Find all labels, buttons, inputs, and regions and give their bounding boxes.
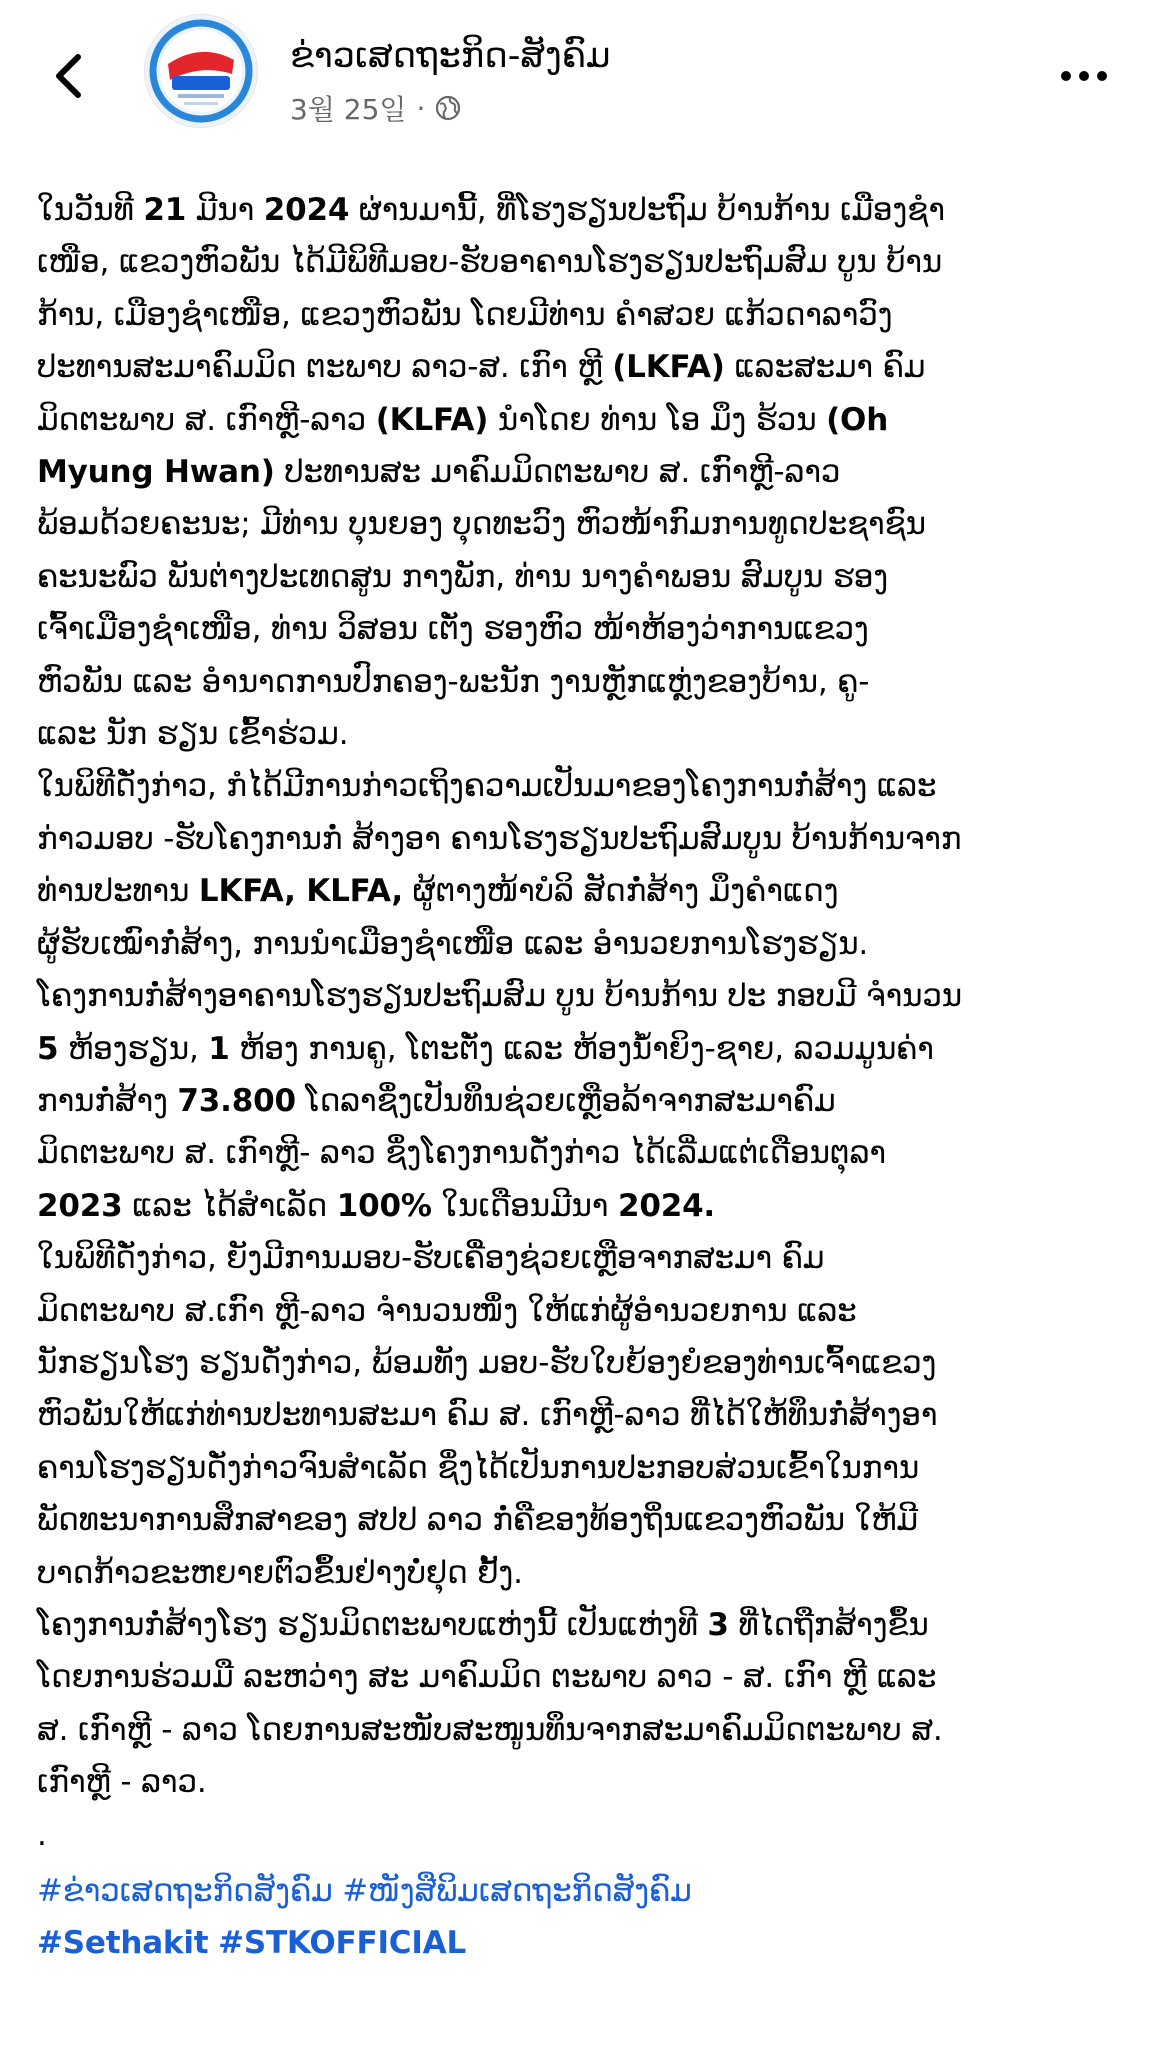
text-segment: ໂຄງການກໍ່ສ້າງອາຄານໂຮງຮຽນປະຖົມສົມ ບູນ ບ້ານກ້ານ ປະ ກອບມີ ຈຳນວນ <box>37 978 962 1015</box>
hashtag-line <box>37 1865 1137 1917</box>
post-text-line <box>37 446 1137 498</box>
bold-text: (LKFA) <box>612 349 725 386</box>
text-segment: ການກໍ່ສ້າງ <box>37 1082 178 1119</box>
post-text-line <box>37 1180 1137 1232</box>
post-text-line <box>37 813 1137 865</box>
bold-text: 21 <box>143 192 187 228</box>
text-segment: ແລະ ນັກ ຮຽນ ເຂົ້າຮ່ວມ. <box>37 716 349 753</box>
bold-text: 2024 <box>263 192 350 228</box>
bold-text: 5 <box>37 1030 59 1067</box>
text-segment: ພ້ອມດ້ວຍຄະນະ; ມີທ່ານ ບຸນຍອງ ບຸດທະວົງ ຫົວໜ້າກົມການທູດປະຊາຊົນ <box>37 506 926 543</box>
post-text-line <box>37 1547 1137 1599</box>
text-segment: ແລະ ໄດ້ສຳເລັດ <box>122 1187 337 1224</box>
post-text-line <box>37 918 1137 970</box>
post-date[interactable]: 3월 25일 <box>290 93 407 126</box>
post-text-line <box>37 394 1137 446</box>
post-text-line <box>37 1389 1137 1441</box>
back-button[interactable] <box>44 44 92 108</box>
bold-text: 2024. <box>617 1187 716 1224</box>
chevron-left-icon <box>53 53 83 99</box>
post-meta <box>290 88 461 128</box>
post-text-line <box>37 656 1137 708</box>
text-segment: ຄະນະພົວ ພັນຕ່າງປະເທດສູນ ກາງພັກ, ທ່ານ ນາງຄຳພອນ ສົມບູນ ຮອງ <box>37 558 889 595</box>
more-options-button[interactable] <box>1052 58 1116 94</box>
text-segment: ຄານໂຮງຮຽນດັ່ງກ່າວຈົນສຳເລັດ ຊຶ່ງໄດ້ເປັນການປະກອບສ່ວນເຂົ້າໃນການ <box>37 1449 920 1486</box>
bold-text: 1 <box>208 1030 230 1067</box>
text-segment: ນັກຮຽນໂຮງ ຮຽນດັ່ງກ່າວ, ພ້ອມທັງ ມອບ-ຮັບໃບຍ້ອງຍໍຂອງທ່ານເຈົ້າແຂວງ <box>37 1344 937 1381</box>
post-text-line <box>37 236 1137 288</box>
post-text-line <box>37 708 1137 760</box>
text-segment: ໃນພິທີດັ່ງກ່າວ, ກໍໄດ້ມີການກ່າວເຖິງຄວາມເປັນມາຂອງໂຄງການກໍ່ສ້າງ ແລະ <box>37 768 937 805</box>
post-text-line <box>37 1494 1137 1546</box>
post-text <box>37 184 1137 1861</box>
post-text-line <box>37 341 1137 393</box>
hashtag-link[interactable]: #ຂ່າວເສດຖະກິດສັງຄົມ <box>37 1873 333 1909</box>
page-logo <box>144 14 258 128</box>
bold-text: (KLFA) <box>375 401 489 438</box>
text-segment: ໃນເດືອນມີນາ <box>431 1187 618 1224</box>
post-text-line <box>37 551 1137 603</box>
post-text-line <box>37 1232 1137 1284</box>
text-segment: ໃນພິທີດັ່ງກ່າວ, ຍັງມີການມອບ-ຮັບເຄື່ອງຊ່ວຍເຫຼືອຈາກສະມາ ຄົມ <box>37 1240 825 1277</box>
hashtags <box>37 1865 1137 1970</box>
text-segment: ເກົາຫຼີ - ລາວ. <box>37 1764 207 1801</box>
post-text-line <box>37 1651 1137 1703</box>
text-segment: ມິດຕະພາບ ສ. ເກົາຫຼີ- ລາວ ຊຶ່ງໂຄງການດັ່ງກ່າວ ໄດ້ເລີ່ມແຕ່ເດືອນຕຸລາ <box>37 1135 886 1172</box>
bold-text: (Oh <box>826 401 889 438</box>
post-text-line <box>37 1809 1137 1861</box>
post-text-line <box>37 1442 1137 1494</box>
text-segment: ມິດຕະພາບ ສ. ເກົາຫຼີ-ລາວ <box>37 401 376 438</box>
text-segment: ຜູ້ຮັບເໝົາກໍ່ສ້າງ, ການນຳເມືອງຊຳເໜືອ ແລະ ອຳນວຍການໂຮງຮຽນ. <box>37 925 869 962</box>
text-segment: ເໜືອ, ແຂວງຫົວພັນ ໄດ້ມີພິທີມອບ-ຮັບອາຄານໂຮງຮຽນປະຖົມສົມ ບູນ ບ້ານ <box>37 244 943 281</box>
text-segment: ທີ່ໄດຖືກສ້າງຂຶ້ນ <box>728 1606 929 1643</box>
meta-separator: · <box>416 91 426 125</box>
bold-text: Myung Hwan) <box>37 454 275 491</box>
text-segment: ພັດທະນາການສຶກສາຂອງ ສປປ ລາວ ກໍ່ຄືຂອງທ້ອງຖິ່ນແຂວງຫົວພັນ ໃຫ້ມີ <box>37 1502 918 1539</box>
hashtag-link[interactable]: #STKOFFICIAL <box>218 1925 467 1962</box>
page-name[interactable]: ຂ່າວເສດຖະກິດ-ສັງຄົມ <box>290 36 611 76</box>
bold-text: LKFA, KLFA, <box>198 873 403 910</box>
text-segment: ມິດຕະພາບ ສ.ເກົາ ຫຼີ-ລາວ ຈຳນວນໜຶ່ງ ໃຫ້ແກ່ຜູ້ອຳນວຍການ ແລະ <box>37 1292 857 1329</box>
text-segment: ນຳໂດຍ ທ່ານ ໂອ ມຶງ ຮ້ວນ <box>488 401 827 438</box>
text-segment: ສ. ເກົາຫຼີ - ລາວ ໂດຍການສະໜັບສະໜູນທຶນຈາກສະມາຄົມມິດຕະພາບ ສ. <box>37 1711 943 1748</box>
text-segment: ກ່າວມອບ -ຮັບໂຄງການກໍ່ ສ້າງອາ ຄານໂຮງຮຽນປະຖົມສົມບູນ ບ້ານກ້ານຈາກ <box>37 820 962 857</box>
text-segment: ມີນາ <box>186 192 264 228</box>
hashtag-line <box>37 1917 1137 1969</box>
text-segment: ປະທານສະມາຄົມມິດ ຕະພາບ ລາວ-ສ. ເກົາ ຫຼີ <box>37 349 613 386</box>
bold-text: 2023 <box>37 1187 123 1224</box>
post-text-line <box>37 1023 1137 1075</box>
text-segment: ແລະສະມາ ຄົມ <box>724 349 926 386</box>
post-text-line <box>37 760 1137 812</box>
post-body <box>37 184 1137 1970</box>
text-segment: . <box>37 1816 47 1853</box>
text-segment: ເຈົ້າເມືອງຊຳເໜືອ, ທ່ານ ວິສອນ ເຕັ່ງ ຮອງຫົວ ໜ້າຫ້ອງວ່າການແຂວງ <box>37 611 869 648</box>
post-text-line <box>37 498 1137 550</box>
text-segment: ກ້ານ, ເມືອງຊຳເໜືອ, ແຂວງຫົວພັນ ໂດຍມີທ່ານ ຄຳສວຍ ແກ້ວດາລາວົງ <box>37 296 893 333</box>
text-segment: ໂດຍການຮ່ວມມື ລະຫວ່າງ ສະ ມາຄົມມິດ ຕະພາບ ລາວ - ສ. ເກົາ ຫຼີ ແລະ <box>37 1659 937 1696</box>
post-text-line <box>37 603 1137 655</box>
post-text-line <box>37 1337 1137 1389</box>
post-text-line <box>37 1599 1137 1651</box>
text-segment: ຜູ້ຕາງໜ້າບໍລິ ສັດກໍ່ສ້າງ ມຶງຄຳແດງ <box>403 873 839 910</box>
text-segment: ປະທານສະ ມາຄົມມິດຕະພາບ ສ. ເກົາຫຼີ-ລາວ <box>274 454 841 491</box>
post-text-line <box>37 1756 1137 1808</box>
post-text-line <box>37 1075 1137 1127</box>
post-text-line <box>37 184 1137 236</box>
text-segment: ທ່ານປະທານ <box>37 873 199 910</box>
text-segment: ຫ້ອງຮຽນ, <box>58 1030 209 1067</box>
hashtag-link[interactable]: #Sethakit <box>37 1925 209 1962</box>
post-text-line <box>37 1127 1137 1179</box>
text-segment: ໂຄງການກໍ່ສ້າງໂຮງ ຮຽນມິດຕະພາບແຫ່ງນີ້ ເປັນແຫ່ງທີ <box>37 1606 708 1643</box>
hashtag-link[interactable]: #ໜັງສືພິມເສດຖະກິດສັງຄົມ <box>342 1873 692 1909</box>
text-segment: ຫ້ອງ ການຄູ, ໂຕະຕັ່ງ ແລະ ຫ້ອງນ້ຳຍິງ-ຊາຍ, ລວມມູນຄ່າ <box>229 1030 934 1067</box>
globe-icon <box>435 95 461 121</box>
post-text-line <box>37 289 1137 341</box>
text-segment: ໂດລາຊຶ່ງເປັນທຶນຊ່ວຍເຫຼືອລ້າຈາກສະມາຄົມ <box>295 1082 836 1119</box>
text-segment: ຜ່ານມານີ້, ທີ່ໂຮງຮຽນປະຖົມ ບ້ານກ້ານ ເມືອງຊຳ <box>349 192 945 228</box>
more-horizontal-icon <box>1058 70 1110 82</box>
text-segment: ຫົວພັນ ແລະ ອຳນາດການປົກຄອງ-ພະນັກ ງານຫຼັກແຫຼ່ງຂອງບ້ານ, ຄູ- <box>37 663 870 700</box>
bold-text: 73.800 <box>177 1082 296 1119</box>
text-segment: ຫົວພັນໃຫ້ແກ່ທ່ານປະທານສະມາ ຄົມ ສ. ເກົາຫຼີ-ລາວ ທີ່ໄດ້ໃຫ້ທຶນກໍ່ສ້າງອາ <box>37 1397 938 1434</box>
post-header <box>0 0 1170 150</box>
bold-text: 100% <box>336 1187 432 1224</box>
text-segment: ບາດກ້າວຂະຫຍາຍຕົວຂຶ້ນຢ່າງບໍ່ຢຸດ ຢັ້ງ. <box>37 1554 523 1591</box>
post-text-line <box>37 865 1137 917</box>
text-segment: ໃນວັນທີ <box>37 192 144 228</box>
post-text-line <box>37 970 1137 1022</box>
post-text-line <box>37 1285 1137 1337</box>
page-avatar[interactable] <box>144 14 258 128</box>
bold-text: 3 <box>707 1606 729 1643</box>
post-text-line <box>37 1704 1137 1756</box>
